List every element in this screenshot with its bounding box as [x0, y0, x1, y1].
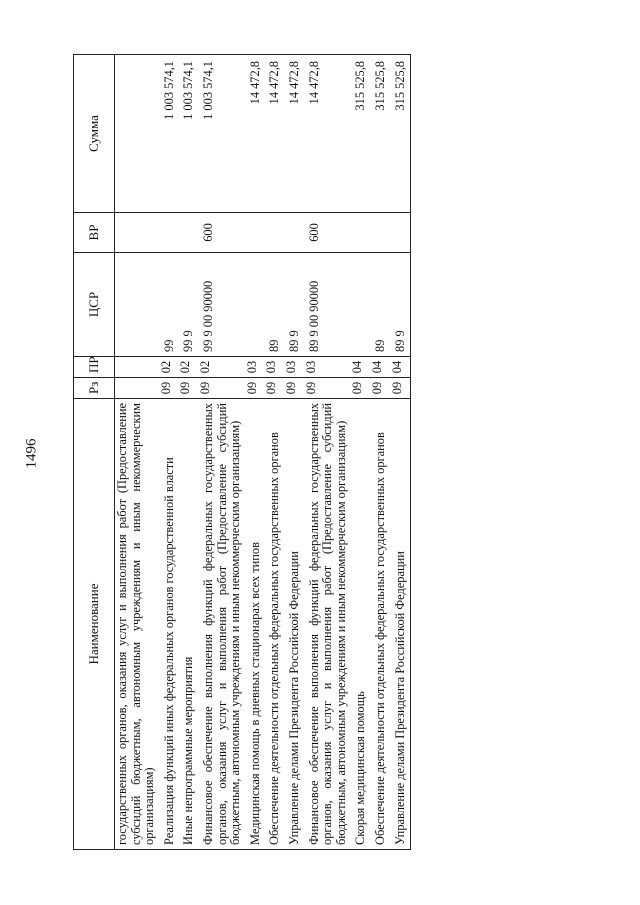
cell-vr — [371, 213, 391, 253]
cell-sum: 315 525,8 — [391, 55, 411, 213]
header-sum: Сумма — [74, 55, 115, 213]
cell-rz: 09 — [351, 378, 371, 399]
budget-table — [73, 54, 411, 850]
cell-pr: 03 — [265, 357, 285, 378]
table-row — [179, 55, 199, 850]
cell-rz: 09 — [246, 378, 266, 399]
cell-sum: 14 472,8 — [265, 55, 285, 213]
cell-vr: 600 — [199, 213, 246, 253]
cell-sum: 1 003 574,1 — [179, 55, 199, 213]
table-row — [199, 55, 246, 850]
cell-sum: 315 525,8 — [371, 55, 391, 213]
page-number — [18, 438, 46, 468]
cell-name: Обеспечение деятельности отдельных федеральных государственных органов — [371, 399, 391, 850]
cell-csr: 89 — [371, 253, 391, 357]
cell-pr: 02 — [199, 357, 246, 378]
budget-table-rotated — [73, 55, 608, 850]
cell-csr: 89 9 — [391, 253, 411, 357]
cell-sum: 1 003 574,1 — [199, 55, 246, 213]
cell-csr: 99 9 — [179, 253, 199, 357]
cell-name: Скорая медицинская помощь — [351, 399, 371, 850]
cell-pr: 04 — [391, 357, 411, 378]
cell-rz — [115, 378, 160, 399]
cell-name: Реализация функций иных федеральных органов государственной власти — [160, 399, 180, 850]
cell-vr — [160, 213, 180, 253]
header-vr: ВР — [74, 213, 115, 253]
cell-csr: 89 — [265, 253, 285, 357]
cell-name: Обеспечение деятельности отдельных федеральных государственных органов — [265, 399, 285, 850]
table-row — [285, 55, 305, 850]
page-number-text: 1496 — [23, 438, 40, 468]
cell-name: Медицинская помощь в дневных стационарах всех типов — [246, 399, 266, 850]
cell-sum: 1 003 574,1 — [160, 55, 180, 213]
table-row — [160, 55, 180, 850]
cell-pr: 04 — [351, 357, 371, 378]
cell-vr — [246, 213, 266, 253]
table-header-row — [74, 55, 115, 850]
cell-vr — [265, 213, 285, 253]
cell-vr — [351, 213, 371, 253]
cell-sum: 14 472,8 — [246, 55, 266, 213]
cell-rz: 09 — [160, 378, 180, 399]
cell-vr — [285, 213, 305, 253]
cell-csr: 99 — [160, 253, 180, 357]
cell-pr: 02 — [160, 357, 180, 378]
cell-rz: 09 — [265, 378, 285, 399]
cell-csr: 89 9 00 90000 — [305, 253, 352, 357]
cell-csr — [115, 253, 160, 357]
cell-vr: 600 — [305, 213, 352, 253]
table-row — [305, 55, 352, 850]
header-pr: ПР — [74, 357, 115, 378]
table-row — [265, 55, 285, 850]
cell-csr — [246, 253, 266, 357]
cell-sum — [115, 55, 160, 213]
cell-sum: 315 525,8 — [351, 55, 371, 213]
cell-rz: 09 — [391, 378, 411, 399]
cell-name: государственных органов, оказания услуг и выполнения работ (Предоставление субсидий бюджетным, автономным учреждениям и иным некоммерческим организациям) — [115, 399, 160, 850]
cell-csr — [351, 253, 371, 357]
cell-sum: 14 472,8 — [305, 55, 352, 213]
cell-name: Финансовое обеспечение выполнения функций федеральных государственных органов, оказания услуг и выполнения работ (Предоставление субсидий бюджетным, автономным учреждениям и иным некоммерческим организациям) — [305, 399, 352, 850]
cell-rz: 09 — [179, 378, 199, 399]
table-row — [391, 55, 411, 850]
cell-pr: 02 — [179, 357, 199, 378]
cell-rz: 09 — [371, 378, 391, 399]
header-name: Наименование — [74, 399, 115, 850]
cell-vr — [179, 213, 199, 253]
cell-vr — [391, 213, 411, 253]
table-row — [246, 55, 266, 850]
table-row — [371, 55, 391, 850]
cell-rz: 09 — [285, 378, 305, 399]
cell-pr: 03 — [305, 357, 352, 378]
cell-rz: 09 — [305, 378, 352, 399]
cell-name: Управление делами Президента Российской Федерации — [285, 399, 305, 850]
cell-csr: 99 9 00 90000 — [199, 253, 246, 357]
cell-sum: 14 472,8 — [285, 55, 305, 213]
cell-name: Финансовое обеспечение выполнения функций федеральных государственных органов, оказания услуг и выполнения работ (Предоставление субсидий бюджетным, автономным учреждениям и иным некоммерческим организациям) — [199, 399, 246, 850]
table-row — [351, 55, 371, 850]
header-rz: Рз — [74, 378, 115, 399]
cell-pr: 03 — [246, 357, 266, 378]
cell-pr — [115, 357, 160, 378]
cell-pr: 03 — [285, 357, 305, 378]
header-csr: ЦСР — [74, 253, 115, 357]
table-row — [115, 55, 160, 850]
cell-pr: 04 — [371, 357, 391, 378]
cell-name: Управление делами Президента Российской Федерации — [391, 399, 411, 850]
cell-rz: 09 — [199, 378, 246, 399]
cell-vr — [115, 213, 160, 253]
cell-csr: 89 9 — [285, 253, 305, 357]
cell-name: Иные непрограммные мероприятия — [179, 399, 199, 850]
